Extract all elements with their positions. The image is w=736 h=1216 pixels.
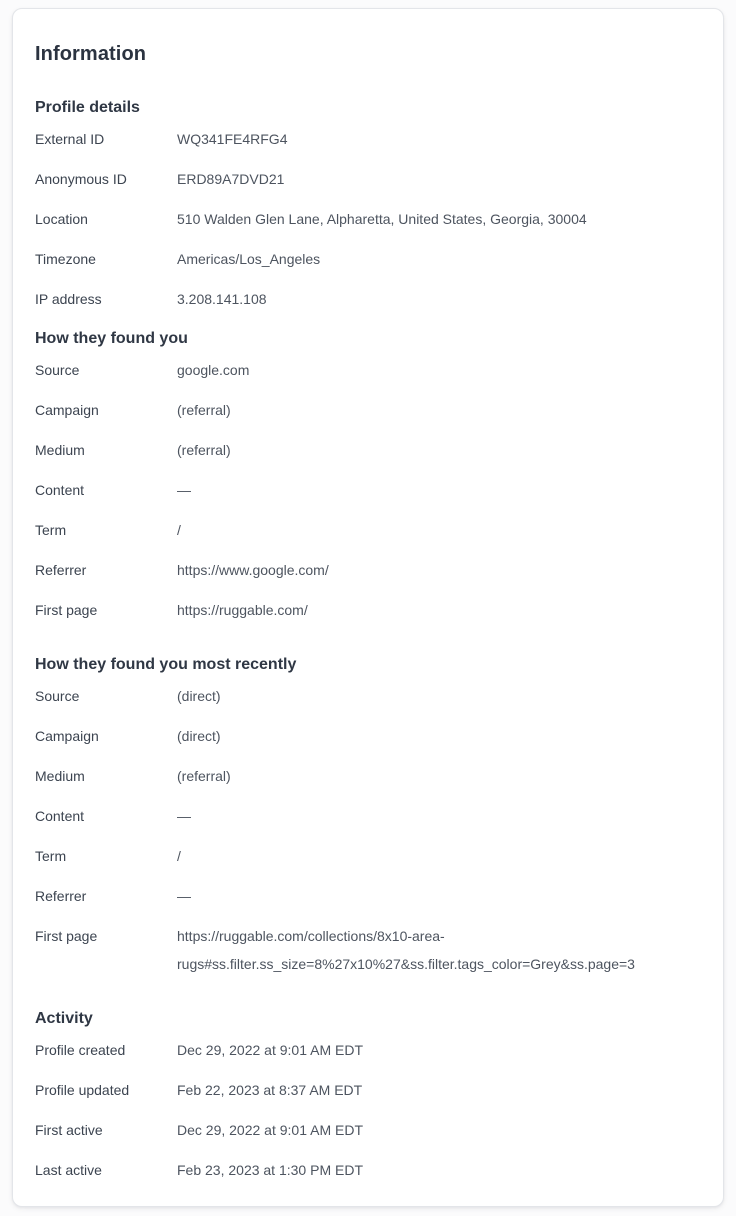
section-heading: Activity xyxy=(35,1010,93,1027)
row-value: Dec 29, 2022 at 9:01 AM EDT xyxy=(177,1042,363,1058)
row-value: (referral) xyxy=(177,768,231,784)
row-value: ERD89A7DVD21 xyxy=(177,171,285,187)
card-title: Information xyxy=(35,43,147,65)
row-value: WQ341FE4RFG4 xyxy=(177,131,288,147)
section-rows xyxy=(35,350,701,630)
info-section xyxy=(35,97,701,319)
section-heading: How they found you xyxy=(35,330,188,347)
info-row xyxy=(35,199,701,239)
row-value: — xyxy=(177,482,191,498)
row-value: google.com xyxy=(177,362,250,378)
row-value: (referral) xyxy=(177,442,231,458)
info-row xyxy=(35,550,701,590)
info-section xyxy=(35,1008,701,1190)
row-label: Referrer xyxy=(35,888,87,904)
info-row xyxy=(35,590,701,630)
row-value: Americas/Los_Angeles xyxy=(177,251,321,267)
row-value: / xyxy=(177,848,181,864)
info-row xyxy=(35,916,701,984)
info-row xyxy=(35,1110,701,1150)
row-label: Term xyxy=(35,848,67,864)
info-row xyxy=(35,716,701,756)
info-row xyxy=(35,1070,701,1110)
row-value: 510 Walden Glen Lane, Alpharetta, United States, Georgia, 30004 xyxy=(177,211,587,227)
row-label: Campaign xyxy=(35,402,99,418)
row-value: (direct) xyxy=(177,728,221,744)
info-row xyxy=(35,159,701,199)
row-label: First page xyxy=(35,928,98,944)
info-row xyxy=(35,796,701,836)
section-rows xyxy=(35,676,701,984)
row-label: Content xyxy=(35,482,85,498)
info-section xyxy=(35,654,701,984)
row-label: Profile updated xyxy=(35,1082,130,1098)
info-row xyxy=(35,676,701,716)
row-value: / xyxy=(177,522,181,538)
row-label: Anonymous ID xyxy=(35,171,127,187)
info-row xyxy=(35,756,701,796)
section-rows xyxy=(35,119,701,319)
row-label: Medium xyxy=(35,442,85,458)
row-value: (referral) xyxy=(177,402,231,418)
row-label: IP address xyxy=(35,291,102,307)
info-row xyxy=(35,470,701,510)
row-value: Feb 23, 2023 at 1:30 PM EDT xyxy=(177,1162,363,1178)
row-label: Source xyxy=(35,362,80,378)
row-value: (direct) xyxy=(177,688,221,704)
info-row xyxy=(35,350,701,390)
row-value: — xyxy=(177,888,191,904)
row-value: — xyxy=(177,808,191,824)
row-label: Source xyxy=(35,688,80,704)
info-section xyxy=(35,328,701,630)
row-value: Dec 29, 2022 at 9:01 AM EDT xyxy=(177,1122,363,1138)
row-label: Timezone xyxy=(35,251,96,267)
info-row xyxy=(35,876,701,916)
row-label: Term xyxy=(35,522,67,538)
section-rows xyxy=(35,1030,701,1190)
info-row xyxy=(35,279,701,319)
row-label: First active xyxy=(35,1122,103,1138)
row-label: Content xyxy=(35,808,85,824)
information-card xyxy=(12,8,724,1207)
info-row xyxy=(35,1150,701,1190)
row-value: 3.208.141.108 xyxy=(177,291,267,307)
section-heading: How they found you most recently xyxy=(35,656,297,673)
info-row xyxy=(35,119,701,159)
row-label: Medium xyxy=(35,768,85,784)
row-label: Campaign xyxy=(35,728,99,744)
section-heading: Profile details xyxy=(35,99,140,116)
row-value: https://ruggable.com/collections/8x10-area-rugs#ss.filter.ss_size=8%27x10%27&ss.filter.tags_color=Grey&ss.page=3 xyxy=(177,928,635,972)
row-label: Profile created xyxy=(35,1042,126,1058)
info-row xyxy=(35,1030,701,1070)
row-value: https://www.google.com/ xyxy=(177,562,329,578)
row-value: Feb 22, 2023 at 8:37 AM EDT xyxy=(177,1082,363,1098)
info-row xyxy=(35,430,701,470)
info-row xyxy=(35,836,701,876)
info-row xyxy=(35,239,701,279)
row-value: https://ruggable.com/ xyxy=(177,602,308,618)
info-row xyxy=(35,390,701,430)
row-label: Referrer xyxy=(35,562,87,578)
info-row xyxy=(35,510,701,550)
row-label: External ID xyxy=(35,131,105,147)
sections-container xyxy=(35,97,701,1190)
row-label: Location xyxy=(35,211,88,227)
row-label: First page xyxy=(35,602,98,618)
row-label: Last active xyxy=(35,1162,102,1178)
